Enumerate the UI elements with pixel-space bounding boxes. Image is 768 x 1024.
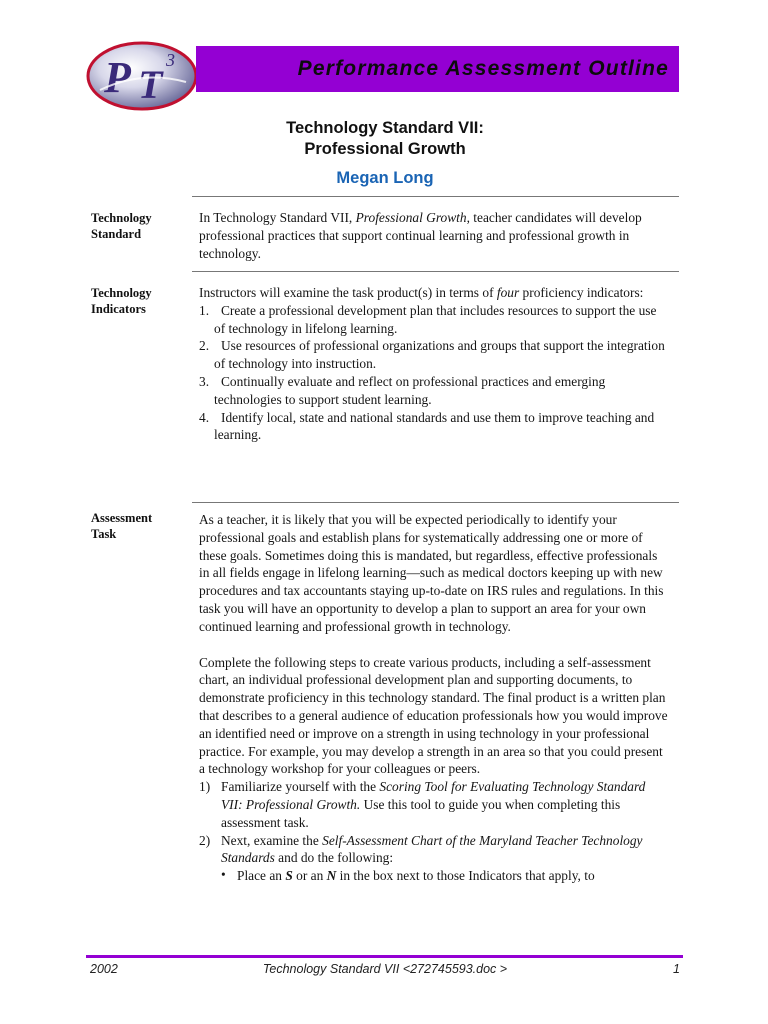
bullet-dot-icon: •	[221, 867, 226, 883]
standard-description	[199, 209, 669, 262]
label-line: Indicators	[91, 302, 146, 316]
footer-page-number: 1	[673, 962, 680, 976]
header-title: Performance Assessment Outline	[297, 57, 669, 80]
item-number: 3.	[199, 373, 210, 389]
task-step	[199, 778, 669, 831]
label-line: Assessment	[91, 511, 153, 525]
step-number: 1)	[199, 779, 211, 795]
item-number: 2.	[199, 338, 210, 354]
svg-text:T: T	[138, 62, 163, 107]
footer-rule	[86, 955, 683, 958]
task-bullet	[199, 867, 669, 885]
emphasis: N	[326, 868, 337, 884]
step-number: 2)	[199, 832, 211, 848]
pt3-logo	[86, 40, 198, 112]
emphasis: four	[496, 285, 520, 300]
text-run: Use this tool to guide you when completing this assessment task.	[221, 796, 621, 830]
item-text: Use resources of professional organizations and groups that support the integration of technology into instruction.	[214, 338, 665, 372]
item-text: Create a professional development plan that includes resources to support the use of technology in lifelong learning.	[214, 302, 657, 336]
label-line: Technology	[91, 211, 152, 225]
title-line-2: Professional Growth	[304, 140, 466, 158]
label-line: Technology	[91, 286, 152, 300]
item-number: 4.	[199, 409, 210, 425]
section-label-standard	[91, 210, 152, 242]
text-run: Instructors will examine the task product(s) in terms of	[199, 285, 497, 300]
indicator-item	[199, 302, 669, 338]
footer-document-name: Technology Standard VII <272745593.doc >	[262, 962, 508, 976]
svg-text:3: 3	[166, 50, 175, 70]
text-run: Next, examine the	[221, 832, 323, 848]
task-paragraph: As a teacher, it is likely that you will be expected periodically to identify your professional goals and establish plans for systematically addressing one or more of these goals. Sometimes doing this is mandated, but regardless, effective professionals in all fields engage in lifelong learning—such as medical doctors keeping up with new procedures and tax accountants staying up-to-date on IRS rules and regulations. In this task you will have an opportunity to develop a plan to support an area for your own continued learning and professional growth in technology.	[199, 512, 664, 634]
divider	[192, 502, 679, 503]
indicator-item	[199, 409, 669, 445]
text-run: In Technology Standard VII,	[199, 210, 356, 225]
text-run: Place an	[237, 868, 286, 884]
indicators-list	[199, 284, 669, 444]
text-run: in the box next to those Indicators that apply, to	[336, 868, 595, 884]
emphasis: S	[285, 868, 293, 884]
task-description	[199, 511, 669, 885]
emphasis: Scoring Tool for Evaluating Technology Standard VII: Professional Growth.	[221, 779, 646, 812]
task-step	[199, 832, 669, 868]
title-line-1: Technology Standard VII:	[286, 119, 484, 137]
item-text: Continually evaluate and reflect on professional practices and emerging technologies to support student learning.	[214, 373, 606, 407]
emphasis: Professional Growth	[355, 210, 467, 225]
header-banner	[196, 46, 679, 92]
indicator-item	[199, 337, 669, 373]
footer-year: 2002	[90, 962, 118, 976]
text-run: , teacher candidates will develop professional practices that support continual learning and professional growth in technology.	[199, 210, 642, 261]
divider	[192, 196, 679, 197]
label-line: Standard	[91, 227, 142, 241]
text-run: or an	[292, 868, 327, 884]
emphasis: Self-Assessment Chart of the Maryland Teacher Technology Standards	[221, 832, 643, 866]
task-paragraph: Complete the following steps to create various products, including a self-assessment chart, an individual professional development plan and supporting documents, to demonstrate proficiency in this technology standard. The final product is a written plan that describes to a general audience of education professionals how you would improve an identified need or improve on a strength in using technology in your professional practice. For example, you may develop a strength in an area so that you could present a technology workshop for your colleagues or peers.	[199, 654, 668, 777]
item-number: 1.	[199, 302, 210, 318]
label-line: Task	[91, 527, 117, 541]
divider	[192, 271, 679, 272]
svg-text:P: P	[104, 53, 131, 102]
item-text: Identify local, state and national standards and use them to improve teaching and learning.	[214, 409, 655, 443]
section-label-indicators	[91, 285, 152, 317]
indicator-item	[199, 373, 669, 409]
text-run: and do the following:	[274, 850, 394, 866]
author-name: Megan Long	[336, 169, 434, 187]
text-run: proficiency indicators:	[519, 285, 644, 300]
document-title	[200, 118, 570, 160]
section-label-task	[91, 510, 152, 542]
text-run: Familiarize yourself with the	[221, 779, 380, 795]
